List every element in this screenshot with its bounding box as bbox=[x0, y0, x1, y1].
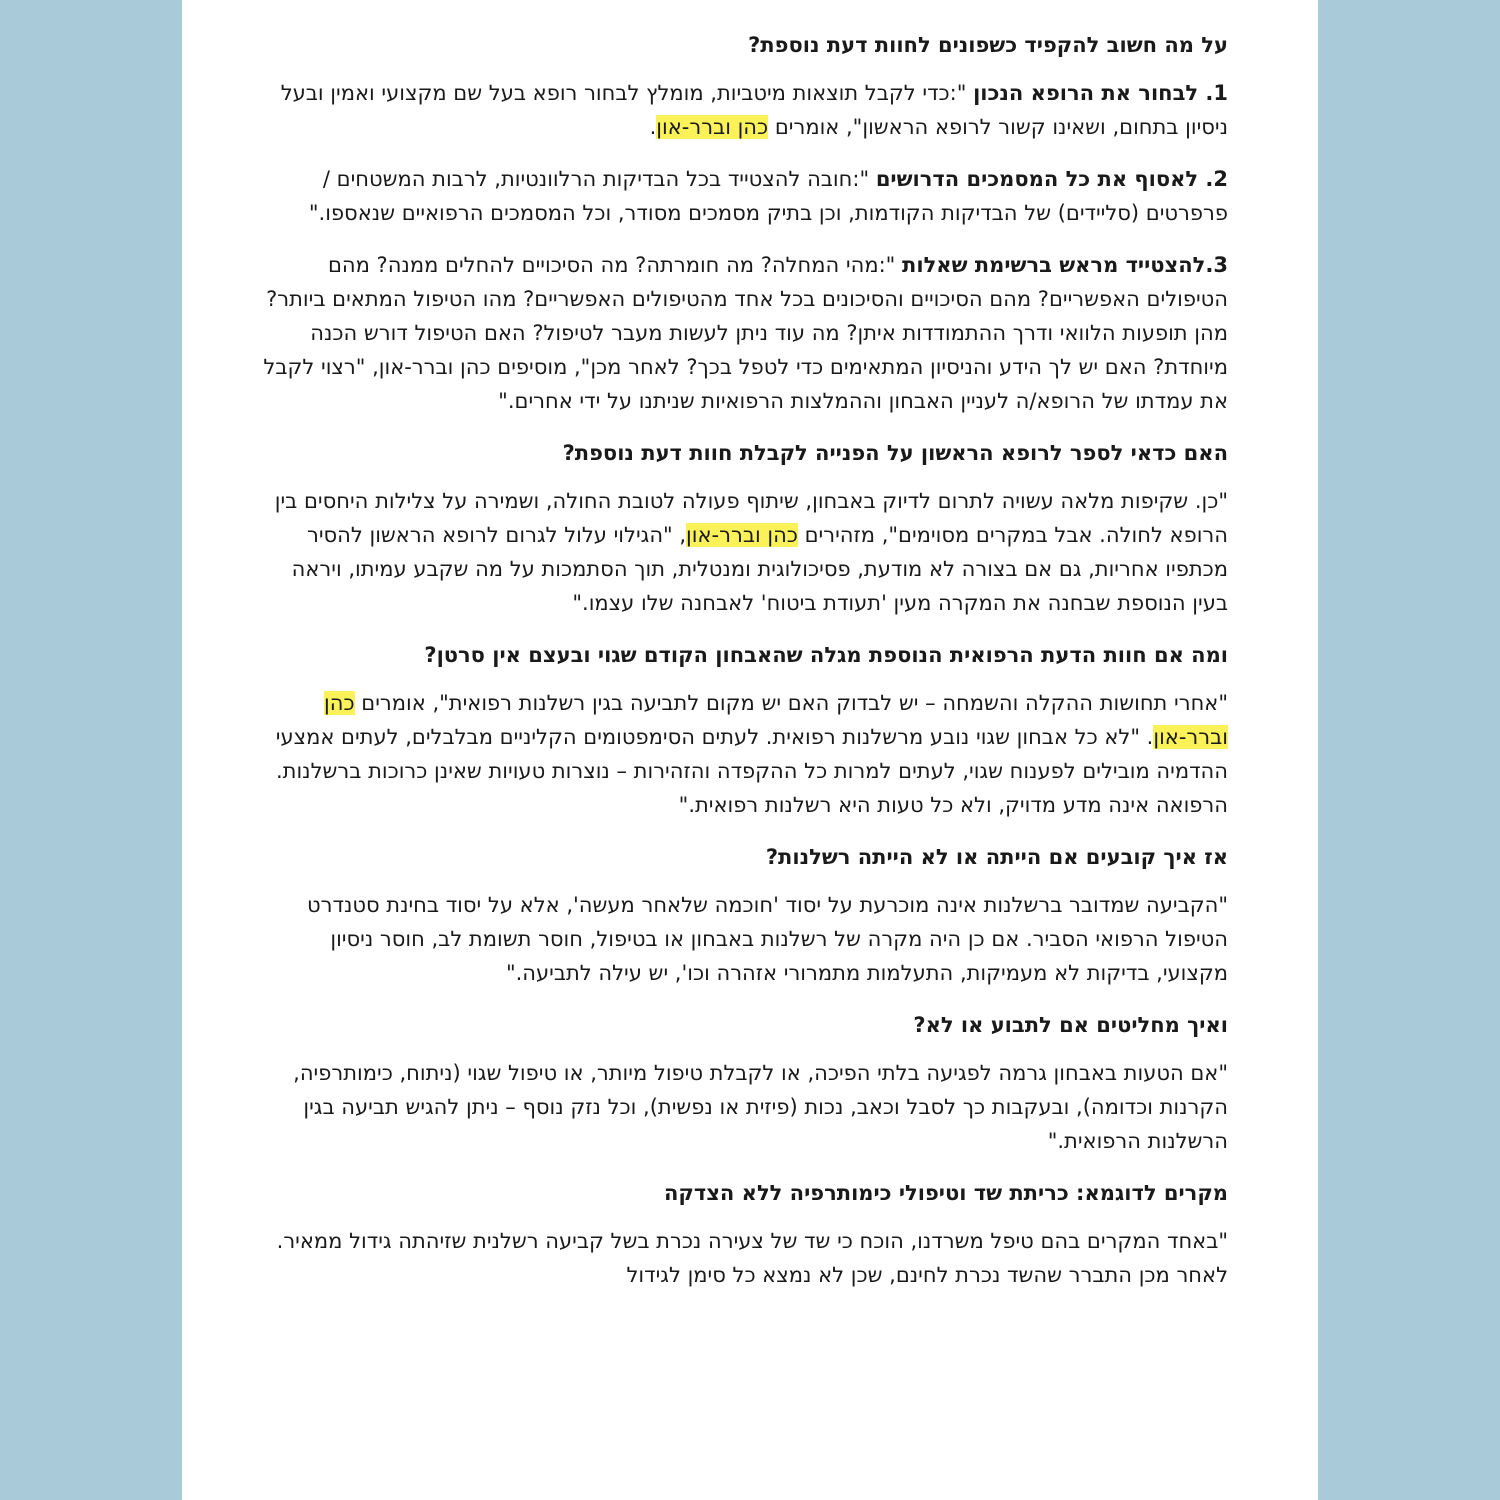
paragraph-2-text-b: , "הגילוי עלול לגרום לרופא הראשון להסיר מכתפיו אחריות, גם אם בצורה לא מודעת, פסיכולוגית ומנטלית, תוך הסתמכות על מה שקבע עמיתו, ויראה בעין הנוספת שבחנה את המקרה מעין 'תעודת ביטוח' לאבחנה שלו עצמו." bbox=[291, 523, 1228, 615]
section-heading-wrong-diagnosis: ומה אם חוות הדעת הרפואית הנוספת מגלה שהאבחון הקודם שגוי ובעצם אין סרטן? bbox=[424, 643, 1228, 667]
article-body bbox=[182, 0, 1318, 1292]
tip-item-3 bbox=[252, 248, 1228, 418]
paragraph-3-text-a: "אחרי תחושות ההקלה והשמחה – יש לבדוק האם יש מקום לתביעה בגין רשלנות רפואית", אומרים bbox=[361, 691, 1228, 715]
tip-2-title: 2. לאסוף את כל המסמכים הדרושים bbox=[875, 167, 1228, 191]
paragraph-example-cases: "באחד המקרים בהם טיפל משרדנו, הוכח כי שד של צעירה נכרת בשל קביעה רשלנית שזיהתה גידול ממאיר. לאחר מכן התברר שהשד נכרת לחינם, שכן לא נמצא כל סימן לגידול bbox=[276, 1229, 1228, 1287]
paragraph-negligence: "הקביעה שמדובר ברשלנות אינה מוכרעת על יסוד 'חוכמה שלאחר מעשה', אלא על יסוד בחינת סטנדרט הטיפול הרפואי הסביר. אם כן היה מקרה של רשלנות באבחון או בטיפול, חוסר תשומת לב, חוסר ניסיון מקצועי, בדיקות לא מעמיקות, התעלמות מתמרורי אזהרה וכו', יש עילה לתביעה." bbox=[307, 893, 1228, 985]
paragraph-sue-decision: "אם הטעות באבחון גרמה לפגיעה בלתי הפיכה, או לקבלת טיפול מיותר, או טיפול שגוי (ניתוח, כימותרפיה, הקרנות וכדומה), ובעקבות כך לסבל וכאב, נכות (פיזית או נפשית), וכל נזק נוסף – ניתן להגיש תביעה בגין הרשלנות הרפואית." bbox=[293, 1061, 1228, 1153]
tip-3-text: ":מהי המחלה? מה חומרתה? מה הסיכויים להחלים ממנה? מהם הטיפולים האפשריים? מהם הסיכויים והסיכונים בכל אחד מהטיפולים האפשריים? מהו הטיפול המתאים ביותר? מהן תופעות הלוואי ודרך ההתמודדות איתן? מה עוד ניתן לעשות מעבר לטיפול? האם הטיפול דורש הכנה מיוחדת? האם יש לך הידע והניסיון המתאימים כדי לטפל בכך? לאחר מכן", מוסיפים כהן וברר-און, "רצוי לקבל את עמדתו של הרופא/ה לעניין האבחון וההמלצות הרפואיות שניתנו על ידי אחרים." bbox=[263, 253, 1228, 413]
tip-3-title: 3.להצטייד מראש ברשימת שאלות bbox=[902, 253, 1228, 277]
paragraph-3-text-b: . "לא כל אבחון שגוי נובע מרשלנות רפואית. לעתים הסימפטומים הקליניים מבלבלים, לעתים אמצעי ההדמיה מובילים לפענוח שגוי, לעתים למרות כל ההקפדה והזהירות – נוצרות טעויות שאינן כרוכות ברשלנות. הרפואה אינה מדע מדויק, ולא כל טעות היא רשלנות רפואית." bbox=[275, 725, 1228, 817]
paragraph-2-text-a: "כן. שקיפות מלאה עשויה לתרום לדיוק באבחון, שיתוף פעולה לטובת החולה, ושמירה על צלילות היחסים בין הרופא לחולה. אבל במקרים מסוימים", מזהירים bbox=[274, 489, 1228, 547]
highlighted-name: כהן וברר-און bbox=[656, 115, 769, 139]
section-heading-second-opinion-tips: על מה חשוב להקפיד כשפונים לחוות דעת נוספת? bbox=[748, 33, 1228, 57]
paragraph-tell-first-doctor bbox=[252, 484, 1228, 620]
document-page bbox=[182, 0, 1318, 1500]
tip-item-2 bbox=[252, 162, 1228, 230]
paragraph-wrong-diagnosis bbox=[252, 686, 1228, 822]
tip-2-text: ":חובה להצטייד בכל הבדיקות הרלוונטיות, לרבות המשטחים / פרפרטים (סליידים) של הבדיקות הקודמות, וכן בתיק מסמכים מסודר, וכל המסמכים הרפואיים שנאספו." bbox=[308, 167, 1228, 225]
tip-1-text: ":כדי לקבל תוצאות מיטביות, מומלץ לבחור רופא בעל שם מקצועי ואמין ובעל ניסיון בתחום, ושאינו קשור לרופא הראשון", אומרים bbox=[280, 81, 1228, 139]
tip-1-title: 1. לבחור את הרופא הנכון bbox=[973, 81, 1228, 105]
section-heading-negligence: אז איך קובעים אם הייתה או לא הייתה רשלנות? bbox=[765, 845, 1228, 869]
tip-item-1 bbox=[252, 76, 1228, 144]
section-heading-example-cases: מקרים לדוגמא: כריתת שד וטיפולי כימותרפיה ללא הצדקה bbox=[663, 1181, 1228, 1205]
highlighted-name: כהן וברר-און bbox=[686, 523, 798, 547]
section-heading-sue-decision: ואיך מחליטים אם לתבוע או לא? bbox=[913, 1013, 1228, 1037]
section-heading-tell-first-doctor: האם כדאי לספר לרופא הראשון על הפנייה לקבלת חוות דעת נוספת? bbox=[562, 441, 1228, 465]
tip-1-text-end: . bbox=[649, 115, 657, 139]
highlighted-name: כהן וברר-און bbox=[324, 691, 1228, 749]
